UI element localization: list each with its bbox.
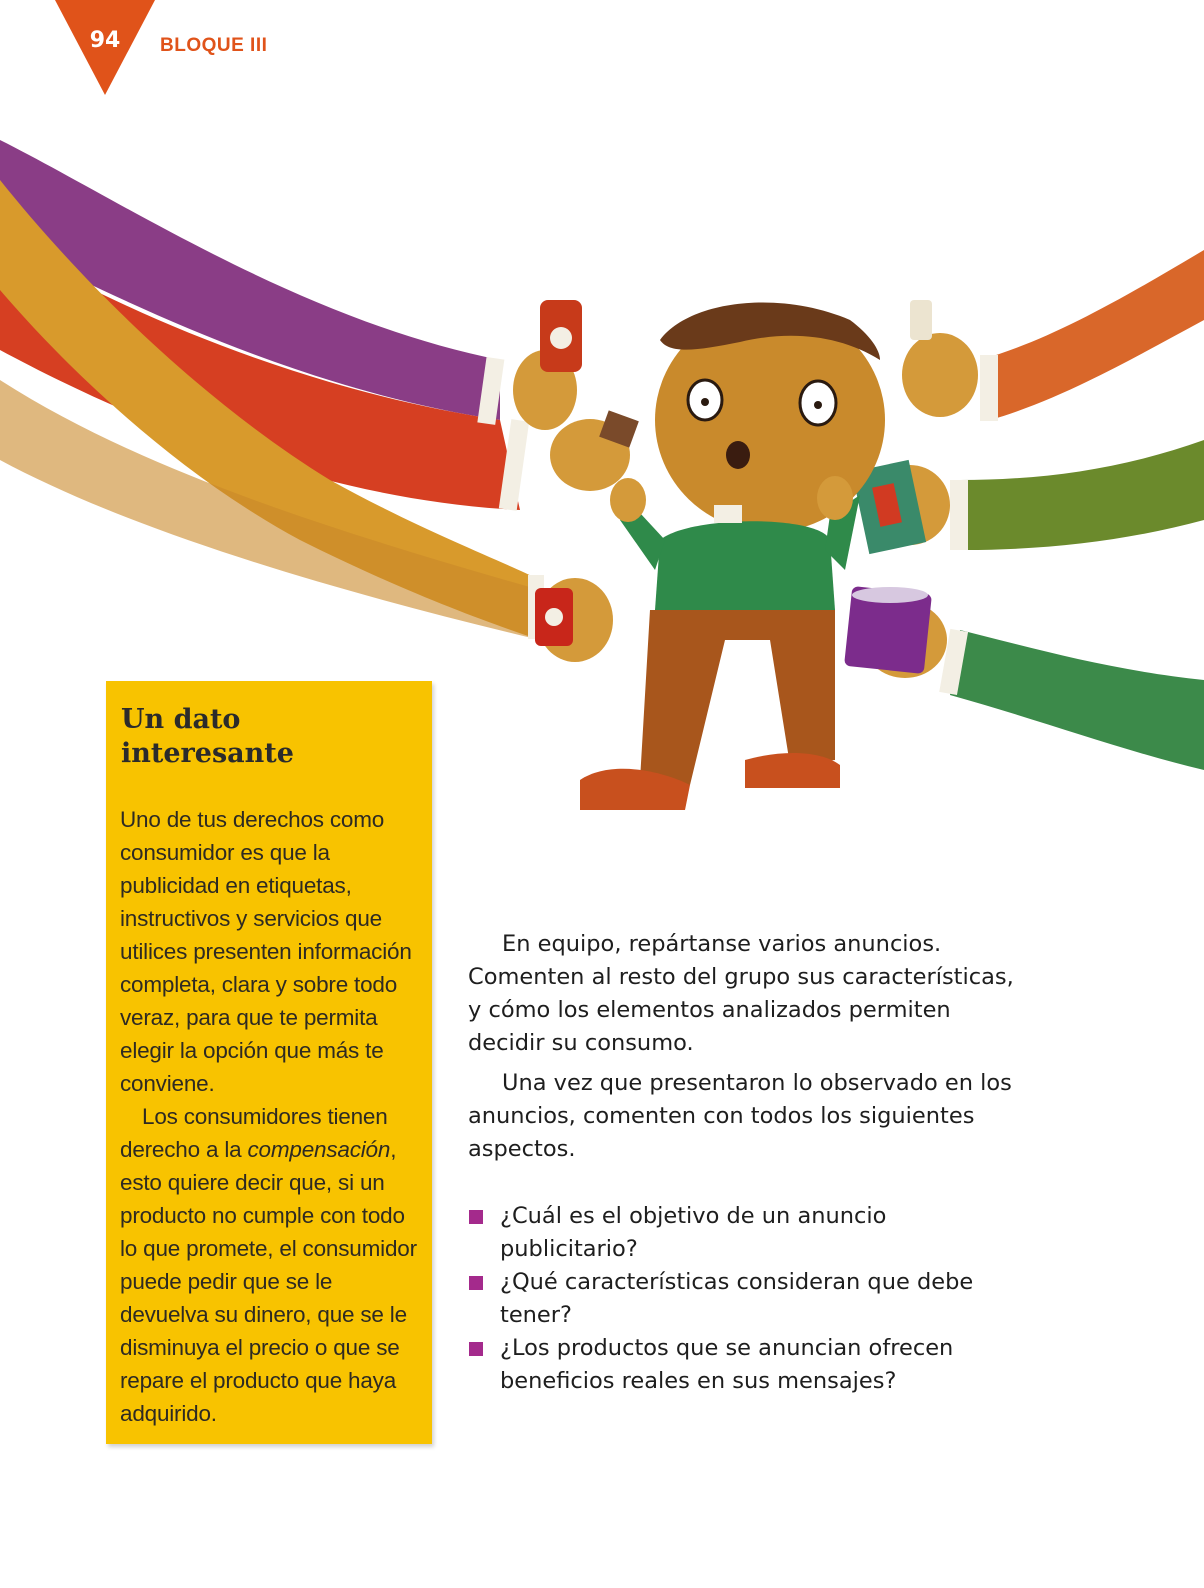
question-text: ¿Qué características consideran que debe tener?: [500, 1269, 974, 1328]
fact-box-paragraph-2-end: , esto quiere decir que, si un producto no cumple con todo lo que promete, el consumidor puede pedir que se le devuelva su dinero, que se le disminuya el precio o que se repare el producto que haya adquirido.: [120, 1137, 417, 1426]
square-bullet-icon: [469, 1210, 483, 1224]
fact-box-paragraph-2: [120, 1100, 420, 1430]
fact-box-body: [120, 803, 420, 1430]
fact-box-title: Un dato interesante: [121, 704, 294, 769]
question-list: [468, 1200, 1028, 1398]
fact-box-paragraph-2-start: Los consumidores tienen derecho a la: [120, 1104, 388, 1162]
square-bullet-icon: [469, 1342, 483, 1356]
question-text: ¿Los productos que se anuncian ofrecen beneficios reales en sus mensajes?: [500, 1335, 954, 1394]
main-paragraph-2: Una vez que presentaron lo observado en los anuncios, comenten con todos los siguientes aspectos.: [468, 1070, 1012, 1162]
page-number-tab: [55, 0, 155, 95]
square-bullet-icon: [469, 1276, 483, 1290]
list-item: [468, 1332, 1028, 1398]
block-label: BLOQUE III: [160, 35, 268, 56]
fact-box-emphasis: compensación: [247, 1137, 391, 1162]
main-paragraph-1: En equipo, repártanse varios anuncios. Comenten al resto del grupo sus características, y cómo los elementos analizados permiten decidir su consumo.: [468, 931, 1014, 1056]
fact-box: [106, 681, 432, 1444]
question-text: ¿Cuál es el objetivo de un anuncio publicitario?: [500, 1203, 887, 1262]
list-item: [468, 1266, 1028, 1332]
main-text: [468, 928, 1028, 1173]
list-item: [468, 1200, 1028, 1266]
fact-box-paragraph-1: Uno de tus derechos como consumidor es que la publicidad en etiquetas, instructivos y servicios que utilices presenten información completa, clara y sobre todo veraz, para que te permita elegir la opción que más te conviene.: [120, 807, 412, 1096]
page-number: 94: [89, 28, 121, 53]
